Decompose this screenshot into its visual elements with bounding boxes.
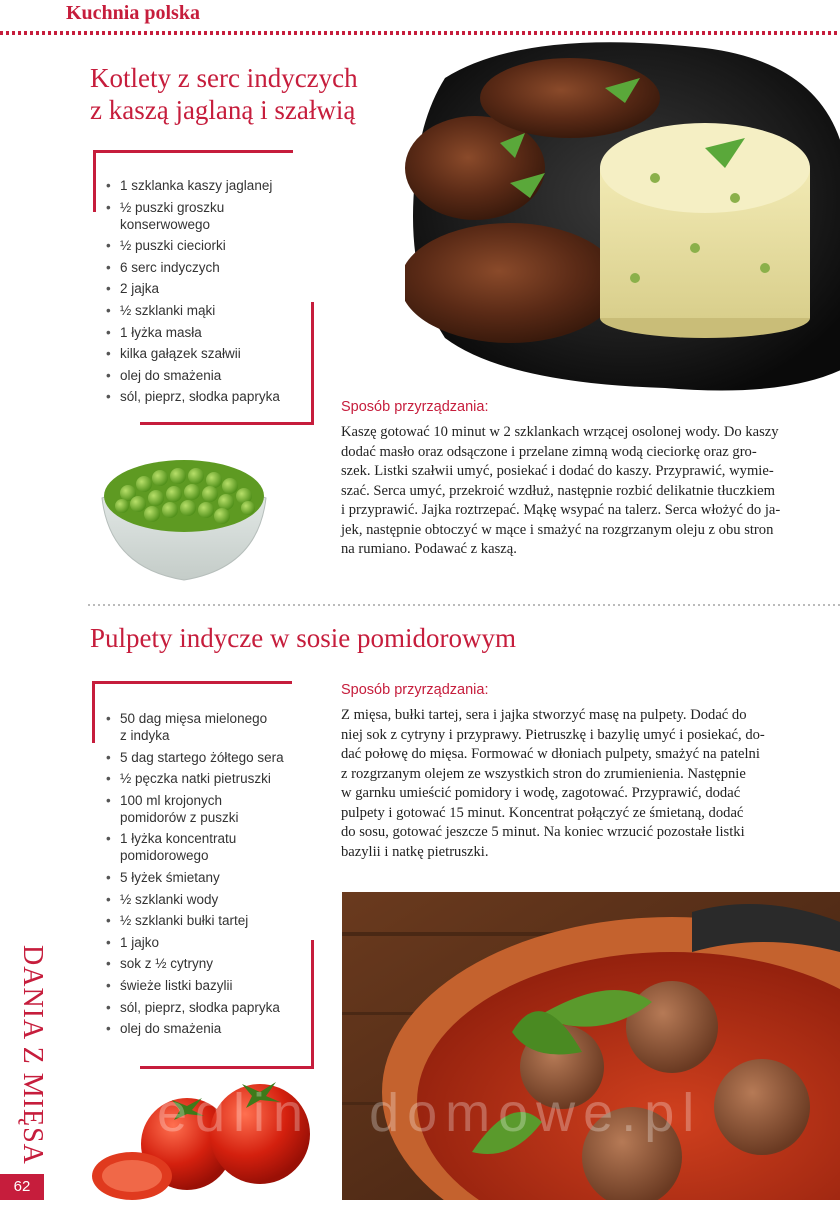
ingredients-bracket-bottom (140, 1066, 314, 1069)
method-line: szek. Listki szałwii umyć, posiekać i dodać do kaszy. Przyprawić, wymie- (341, 463, 774, 479)
ingredient-item: • olej do smażenia (106, 367, 306, 384)
meatballs-photo (342, 892, 840, 1200)
method-line: Z mięsa, bułki tartej, sera i jajka stworzyć masę na pulpety. Dodać do (341, 707, 747, 723)
method-line: szać. Serca umyć, przekroić wzdłuż, następnie rozbić delikatnie tłuczkiem (341, 482, 775, 499)
recipe1-title-block (90, 62, 410, 126)
recipe2-title: Pulpety indycze w sosie pomidorowym (90, 623, 516, 653)
recipe2-ingredients (106, 710, 306, 1042)
ingredient-item: • ½ pęczka natki pietruszki (106, 770, 306, 787)
method-line: Kaszę gotować 10 minut w 2 szklankach wrzącej osolonej wody. Do kaszy (341, 424, 779, 440)
page-number: 62 (0, 1174, 44, 1200)
cutlets-photo (405, 38, 840, 393)
ingredients-bracket-top (92, 681, 292, 684)
ingredient-item: • 50 dag mięsa mielonego (106, 710, 306, 727)
watermark: wedliny domowe.pl (110, 1083, 703, 1143)
ingredients-bracket-left (92, 681, 95, 743)
recipe2-method-heading: Sposób przyrządzania: (341, 682, 489, 698)
method-line: niej sok z cytryny i przyprawy. Pietruszkę i bazylię umyć i posiekać, do- (341, 726, 765, 743)
recipe1-ingredients (106, 177, 306, 410)
ingredients-bracket-right (311, 302, 314, 422)
ingredient-item: • ½ szklanki wody (106, 891, 306, 908)
ingredient-item: • ½ puszki cieciorki (106, 237, 306, 254)
recipe1-method-text (341, 423, 805, 560)
ingredient-item: • 100 ml krojonych (106, 792, 306, 809)
method-line: do sosu, gotować jeszcze 5 minut. Na koniec wrzucić pozostałe listki (341, 824, 745, 840)
recipe1-title-line1: Kotlety z serc indyczych (90, 63, 358, 93)
ingredient-item-continued: pomidorowego (120, 848, 209, 864)
ingredient-item-continued: konserwowego (120, 216, 211, 232)
ingredient-item: • 1 szklanka kaszy jaglanej (106, 177, 306, 194)
recipe-separator (88, 604, 840, 606)
ingredient-item: • 5 dag startego żółtego sera (106, 749, 306, 766)
ingredient-item: • olej do smażenia (106, 1020, 306, 1037)
method-line: jek, następnie obtoczyć w mące i smażyć na rozgrzanym oleju z obu stron (341, 521, 774, 538)
section-title: Kuchnia polska (66, 2, 200, 24)
ingredient-item: • 1 jajko (106, 934, 306, 951)
method-line: z rozgrzanym olejem ze wszystkich stron do zrumienienia. Następnie (341, 765, 746, 782)
ingredient-item: • sól, pieprz, słodka papryka (106, 999, 306, 1016)
ingredient-item: • 5 łyżek śmietany (106, 869, 306, 886)
recipe2-method-text (341, 706, 805, 862)
ingredients-bracket-right (311, 940, 314, 1068)
method-line: bazylii i natkę pietruszki. (341, 843, 489, 860)
ingredients-bracket-top (93, 150, 293, 153)
ingredient-item-continued: z indyka (120, 728, 170, 743)
ingredient-item-continued: pomidorów z puszki (120, 809, 239, 825)
method-line: i przyprawić. Jajka roztrzepać. Mąkę wsypać na talerz. Serca włożyć do ja- (341, 502, 781, 518)
method-line: na rumiano. Podawać z kaszą. (341, 541, 517, 557)
ingredient-item: • kilka gałązek szałwii (106, 345, 306, 362)
ingredient-item: • sól, pieprz, słodka papryka (106, 388, 306, 405)
ingredient-item: • ½ szklanki mąki (106, 302, 306, 319)
recipe1-method-heading: Sposób przyrządzania: (341, 399, 489, 415)
peas-bowl-photo (98, 448, 270, 584)
ingredient-item: • sok z ½ cytryny (106, 955, 306, 972)
recipe1-title-line2: z kaszą jaglaną i szałwią (90, 95, 356, 125)
method-line: w garnku umieścić pomidory i wodę, zagotować. Przyprawić, dodać (341, 785, 741, 801)
header-divider (0, 31, 840, 35)
chapter-tab-label: DANIA Z MIĘSA (17, 945, 48, 1165)
ingredient-item: • 1 łyżka masła (106, 324, 306, 341)
ingredients-bracket-left (93, 150, 96, 212)
method-line: dodać masło oraz odsączone i przelane zimną wodą cieciorkę oraz gro- (341, 443, 757, 460)
ingredient-item: • 2 jajka (106, 280, 306, 297)
method-line: pulpety i gotować 15 minut. Koncentrat połączyć ze śmietaną, dodać (341, 804, 744, 821)
ingredients-bracket-bottom (140, 422, 314, 425)
ingredient-item: • 6 serc indyczych (106, 259, 306, 276)
ingredient-item: • świeże listki bazylii (106, 977, 306, 994)
method-line: dać połowę do mięsa. Formować w dłoniach pulpety, smażyć na patelni (341, 746, 760, 762)
ingredient-item: • 1 łyżka koncentratu (106, 830, 306, 847)
ingredient-item: • ½ puszki groszku (106, 199, 306, 216)
ingredient-item: • ½ szklanki bułki tartej (106, 912, 306, 929)
